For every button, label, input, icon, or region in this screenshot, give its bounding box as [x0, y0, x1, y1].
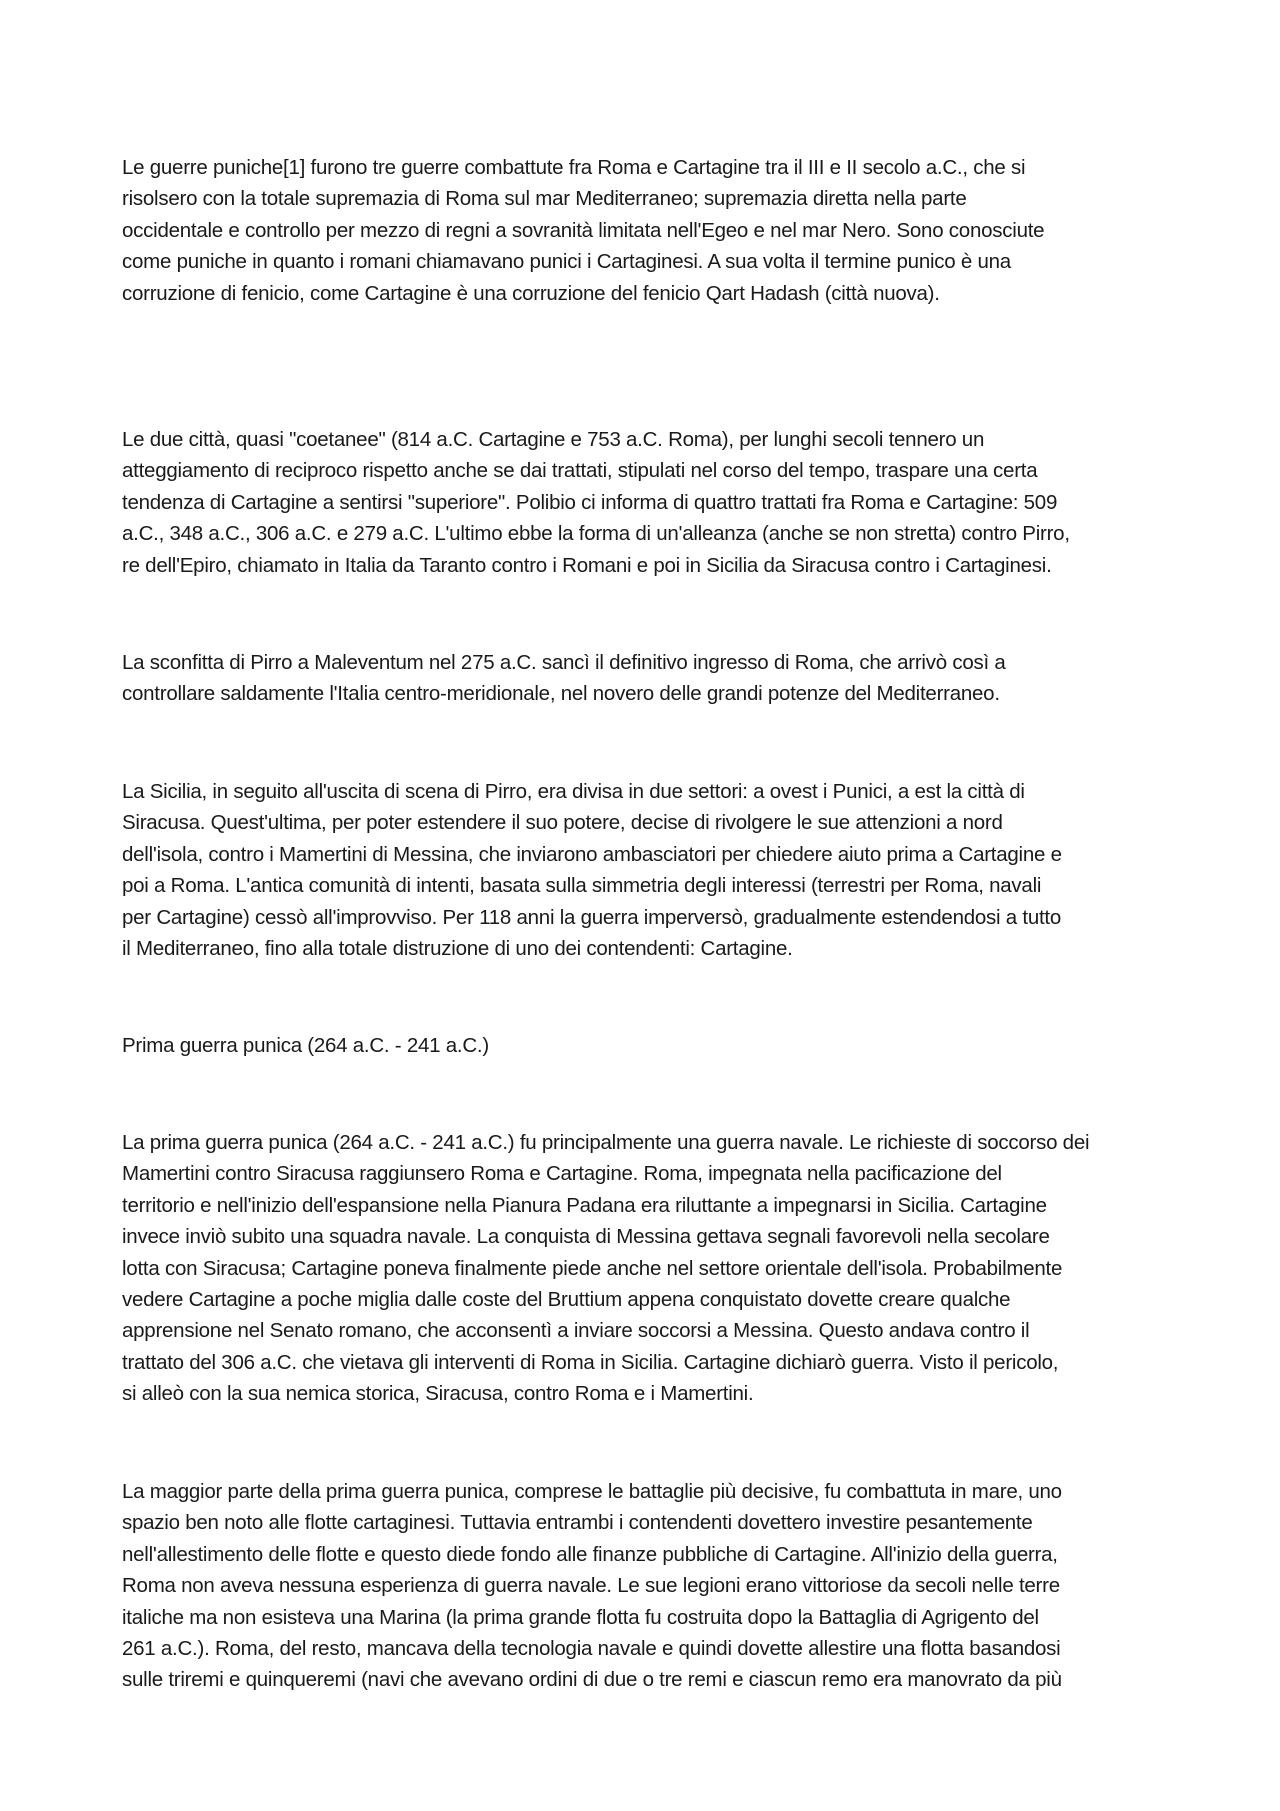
section-heading-first-punic-war: Prima guerra punica (264 a.C. - 241 a.C.) — [122, 1034, 489, 1057]
paragraph-treaties: Le due città, quasi "coetanee" (814 a.C. Cartagine e 753 a.C. Roma), per lunghi secoli tennero un atteggiamento di reciproco rispetto anche se dai trattati, stipulati nel corso del tempo, traspare una certa tendenza di Cartagine a sentirsi "superiore". Polibio ci informa di quattro trattati fra Roma e Cartagine: 509 a.C., 348 a.C., 306 a.C. e 279 a.C. L'ultimo ebbe la forma di un'alleanza (anche se non stretta) contro Pirro, re dell'Epiro, chiamato in Italia da Taranto contro i Romani e poi in Sicilia da Siracusa contro i Cartaginesi. — [122, 428, 1070, 577]
paragraph-introduction: Le guerre puniche[1] furono tre guerre combattute fra Roma e Cartagine tra il III e II secolo a.C., che si risolsero con la totale supremazia di Roma sul mar Mediterraneo; supremazia diretta nella parte occidentale e controllo per mezzo di regni a sovranità limitata nell'Egeo e nel mar Nero. Sono conosciute come puniche in quanto i romani chiamavano punici i Cartaginesi. A sua volta il termine punico è una corruzione di fenicio, come Cartagine è una corruzione del fenicio Qart Hadash (città nuova). — [122, 156, 1045, 305]
paragraph-sicily: La Sicilia, in seguito all'uscita di scena di Pirro, era divisa in due settori: a ovest i Punici, a est la città di Siracusa. Quest'ultima, per poter estendere il suo potere, decise di rivolgere le sue attenzioni a nord dell'isola, contro i Mamertini di Messina, che inviarono ambasciatori per chiedere aiuto prima a Cartagine e poi a Roma. L'antica comunità di intenti, basata sulla simmetria degli interessi (terrestri per Roma, navali per Cartagine) cessò all'improvviso. Per 118 anni la guerra imperversò, gradualmente estendendosi a tutto il Mediterraneo, fino alla totale distruzione di uno dei contendenti: Cartagine. — [122, 780, 1062, 961]
paragraph-first-war-fleets: La maggior parte della prima guerra punica, comprese le battaglie più decisive, fu combattuta in mare, uno spazio ben noto alle flotte cartaginesi. Tuttavia entrambi i contendenti dovettero investire pesantemente nell'allestimento delle flotte e questo diede fondo alle finanze pubbliche di Cartagine. All'inizio della guerra, Roma non aveva nessuna esperienza di guerra navale. Le sue legioni erano vittoriose da secoli nelle terre italiche ma non esisteva una Marina (la prima grande flotta fu costruita dopo la Battaglia di Agrigento del 261 a.C.). Roma, del resto, mancava della tecnologia navale e quindi dovette allestire una flotta basandosi sulle triremi e quinqueremi (navi che avevano ordini di due o tre remi e ciascun remo era manovrato da più — [122, 1480, 1062, 1692]
paragraph-first-war-naval: La prima guerra punica (264 a.C. - 241 a.C.) fu principalmente una guerra navale. Le richieste di soccorso dei Mamertini contro Siracusa raggiunsero Roma e Cartagine. Roma, impegnata nella pacificazione del territorio e nell'inizio dell'espansione nella Pianura Padana era riluttante a impegnarsi in Sicilia. Cartagine invece inviò subito una squadra navale. La conquista di Messina gettava segnali favorevoli nella secolare lotta con Siracusa; Cartagine poneva finalmente piede anche nel settore orientale dell'isola. Probabilmente vedere Cartagine a poche miglia dalle coste del Bruttium appena conquistato dovette creare qualche apprensione nel Senato romano, che acconsentì a inviare soccorsi a Messina. Questo andava contro il trattato del 306 a.C. che vietava gli interventi di Roma in Sicilia. Cartagine dichiarò guerra. Visto il pericolo, si alleò con la sua nemica storica, Siracusa, contro Roma e i Mamertini. — [122, 1131, 1090, 1406]
paragraph-maleventum: La sconfitta di Pirro a Maleventum nel 275 a.C. sancì il definitivo ingresso di Roma, che arrivò così a controllare saldamente l'Italia centro-meridionale, nel novero delle grandi potenze del Mediterraneo. — [122, 651, 1006, 706]
